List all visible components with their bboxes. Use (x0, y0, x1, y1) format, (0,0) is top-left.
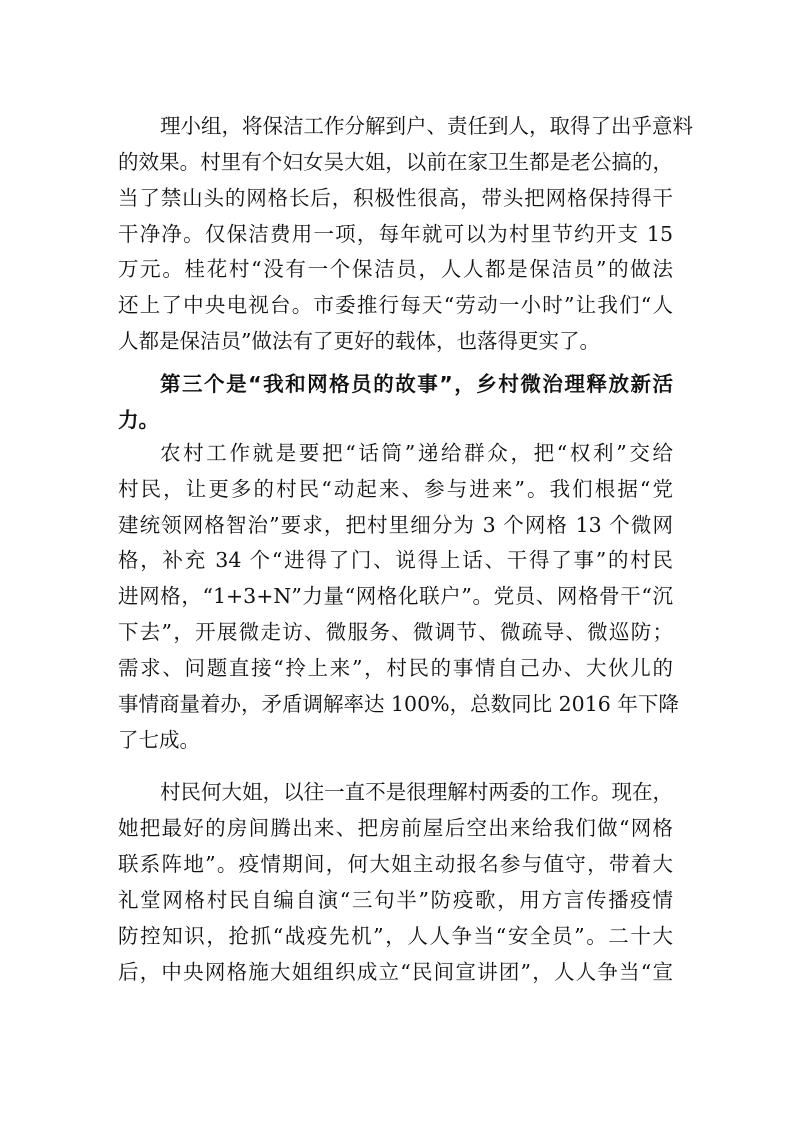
paragraph-line: 联系阵地”。疫情期间，何大姐主动报名参与值守，带着大 (118, 852, 673, 876)
paragraph-line: 人都是保洁员”做法有了更好的载体，也落得更实了。 (118, 329, 600, 353)
section-heading-line: 第三个是“我和网格员的故事”，乡村微治理释放新活 (160, 372, 673, 396)
paragraph-line: 村民，让更多的村民“动起来、参与进来”。我们根据“党 (118, 477, 673, 501)
paragraph-line: 下去”，开展微走访、微服务、微调节、微疏导、微巡防； (118, 620, 673, 644)
paragraph-line: 理小组，将保洁工作分解到户、责任到人，取得了出乎意料 (160, 114, 693, 138)
paragraph-line: 她把最好的房间腾出来、把房前屋后空出来给我们做“网格 (118, 816, 673, 840)
paragraph-line: 干净净。仅保洁费用一项，每年就可以为村里节约开支 15 (118, 222, 673, 246)
paragraph-line: 事情商量着办，矛盾调解率达 100%，总数同比 2016 年下降 (118, 692, 679, 716)
paragraph-line: 当了禁山头的网格长后，积极性很高，带头把网格保持得干 (118, 186, 673, 210)
paragraph-line: 格，补充 34 个“进得了门、说得上话、干得了事”的村民 (118, 548, 673, 572)
paragraph-line: 万元。桂花村“没有一个保洁员，人人都是保洁员”的做法 (118, 257, 673, 281)
paragraph-line: 还上了中央电视台。市委推行每天“劳动一小时”让我们“人 (118, 293, 673, 317)
paragraph-line: 需求、问题直接“拎上来”，村民的事情自己办、大伙儿的 (118, 656, 673, 680)
section-heading-line: 力。 (118, 408, 159, 432)
paragraph-line: 进网格，“1+3+N”力量“网格化联户”。党员、网格骨干“沉 (118, 584, 673, 608)
paragraph-line: 村民何大姐，以往一直不是很理解村两委的工作。现在， (160, 780, 673, 804)
paragraph-line: 农村工作就是要把“话筒”递给群众，把“权利”交给 (160, 441, 673, 465)
paragraph-line: 后，中央网格施大姐组织成立“民间宣讲团”，人人争当“宣 (118, 960, 673, 984)
paragraph-line: 防控知识，抢抓“战疫先机”，人人争当“安全员”。二十大 (118, 924, 673, 948)
paragraph-line: 建统领网格智治”要求，把村里细分为 3 个网格 13 个微网 (118, 513, 673, 537)
paragraph-line: 了七成。 (118, 728, 200, 752)
paragraph-line: 的效果。村里有个妇女吴大姐，以前在家卫生都是老公搞的， (118, 150, 673, 174)
paragraph-line: 礼堂网格村民自编自演“三句半”防疫歌，用方言传播疫情 (118, 888, 673, 912)
